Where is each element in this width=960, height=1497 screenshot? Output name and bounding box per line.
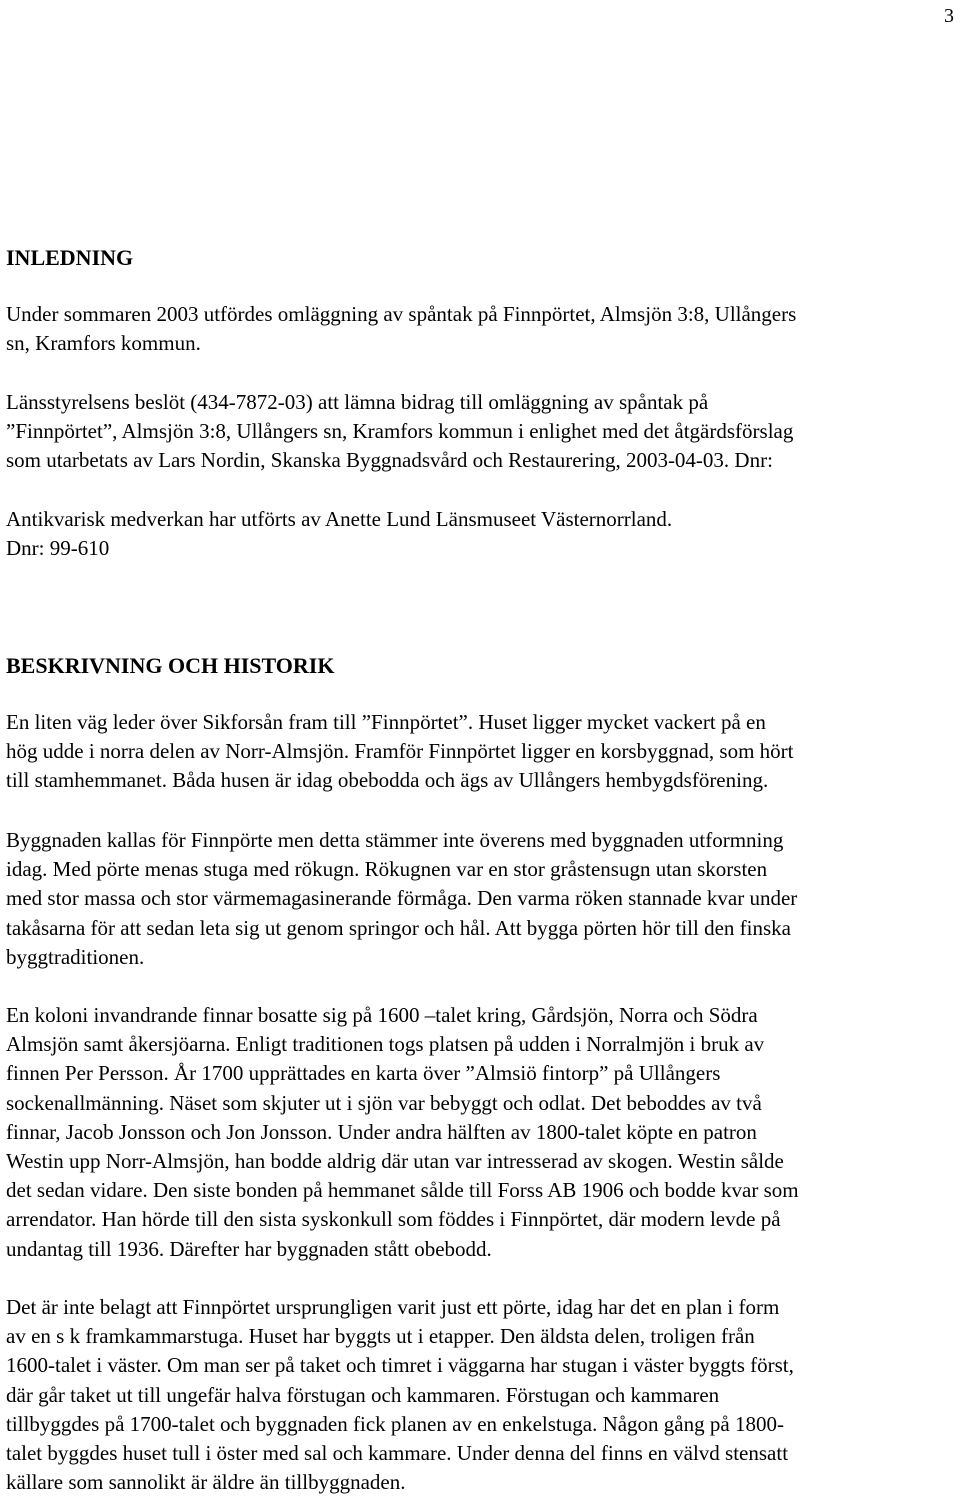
paragraph-intro — [6, 300, 960, 358]
text-line: Dnr: 99-610 — [6, 536, 110, 561]
text-line: källare som sannolikt är äldre än tillbyggnaden. — [6, 1470, 406, 1495]
text-line: En liten väg leder över Sikforsån fram till ”Finnpörtet”. Huset ligger mycket vackert på en — [6, 710, 766, 734]
text-line: det sedan vidare. Den siste bonden på hemmanet sålde till Forss AB 1906 och bodde kvar som — [6, 1178, 799, 1203]
text-line: 1600-talet i väster. Om man ser på taket och timret i väggarna har stugan i väster byggts först, — [6, 1353, 794, 1378]
paragraph-antikvarisk — [6, 505, 960, 563]
text-line: sn, Kramfors kommun. — [6, 331, 201, 356]
text-line: En koloni invandrande finnar bosatte sig på 1600 –talet kring, Gårdsjön, Norra och Södra — [6, 1003, 758, 1027]
paragraph-building-name — [6, 826, 960, 972]
text-line: där går taket ut till ungefär halva förstugan och kammaren. Förstugan och kammaren — [6, 1382, 720, 1407]
text-line: hög udde i norra delen av Norr-Almsjön. Framför Finnpörtet ligger en korsbyggnad, som hört — [6, 739, 794, 764]
page-number: 3 — [944, 5, 954, 27]
paragraph-description — [6, 708, 960, 796]
text-line: Under sommaren 2003 utfördes omläggning av spåntak på Finnpörtet, Almsjön 3:8, Ullångers — [6, 302, 797, 326]
text-line: som utarbetats av Lars Nordin, Skanska Byggnadsvård och Restaurering, 2003-04-03. Dnr: — [6, 448, 773, 473]
text-line: byggtraditionen. — [6, 944, 145, 969]
text-line: av en s k framkammarstuga. Huset har byggts ut i etapper. Den äldsta delen, troligen från — [6, 1324, 755, 1349]
text-line: takåsarna för att sedan leta sig ut genom springor och hål. Att bygga pörten hör till den finska — [6, 915, 791, 940]
text-line: Antikvarisk medverkan har utförts av Anette Lund Länsmuseet Västernorrland. — [6, 507, 673, 531]
text-line: talet byggdes huset tull i öster med sal och kammare. Under denna del finns en välvd stensatt — [6, 1441, 789, 1466]
text-line: arrendator. Han hörde till den sista syskonkull som föddes i Finnpörtet, där modern levde på — [6, 1207, 781, 1232]
text-line: finnen Per Persson. År 1700 upprättades en karta över ”Almsiö fintorp” på Ullångers — [6, 1061, 721, 1086]
paragraph-history — [6, 1001, 960, 1264]
text-line: ”Finnpörtet”, Almsjön 3:8, Ullångers sn, Kramfors kommun i enlighet med det åtgärdsförslag — [6, 419, 794, 444]
section-heading-beskrivning: BESKRIVNING OCH HISTORIK — [6, 653, 335, 678]
paragraph-construction — [6, 1293, 960, 1497]
text-line: Byggnaden kallas för Finnpörte men detta stämmer inte överens med byggnaden utformning — [6, 828, 784, 852]
text-line: undantag till 1936. Därefter har byggnaden stått obebodd. — [6, 1236, 492, 1261]
paragraph-lansstyrelsen — [6, 388, 960, 476]
text-line: finnar, Jacob Jonsson och Jon Jonsson. Under andra hälften av 1800-talet köpte en patron — [6, 1119, 757, 1144]
text-line: till stamhemmanet. Båda husen är idag obebodda och ägs av Ullångers hembygdsförening. — [6, 768, 769, 793]
text-line: Det är inte belagt att Finnpörtet ursprungligen varit just ett pörte, idag har det en plan i form — [6, 1295, 780, 1319]
text-line: Westin upp Norr-Almsjön, han bodde aldrig där utan var intresserad av skogen. Westin sålde — [6, 1149, 784, 1174]
text-line: Länsstyrelsens beslöt (434-7872-03) att lämna bidrag till omläggning av spåntak på — [6, 390, 709, 414]
section-heading-inledning: INLEDNING — [6, 245, 134, 270]
text-line: idag. Med pörte menas stuga med rökugn. Rökugnen var en stor gråstensugn utan skorsten — [6, 857, 768, 882]
text-line: tillbyggdes på 1700-talet och byggnaden fick planen av en enkelstuga. Någon gång på 1800- — [6, 1411, 784, 1436]
text-line: Almsjön samt åkersjöarna. Enligt traditionen togs platsen på udden i Norralmjön i bruk av — [6, 1032, 765, 1057]
text-line: med stor massa och stor värmemagasinerande förmåga. Den varma röken stannade kvar under — [6, 886, 798, 911]
text-line: sockenallmänning. Näset som skjuter ut i sjön var bebyggt och odlat. Det beboddes av två — [6, 1090, 762, 1115]
